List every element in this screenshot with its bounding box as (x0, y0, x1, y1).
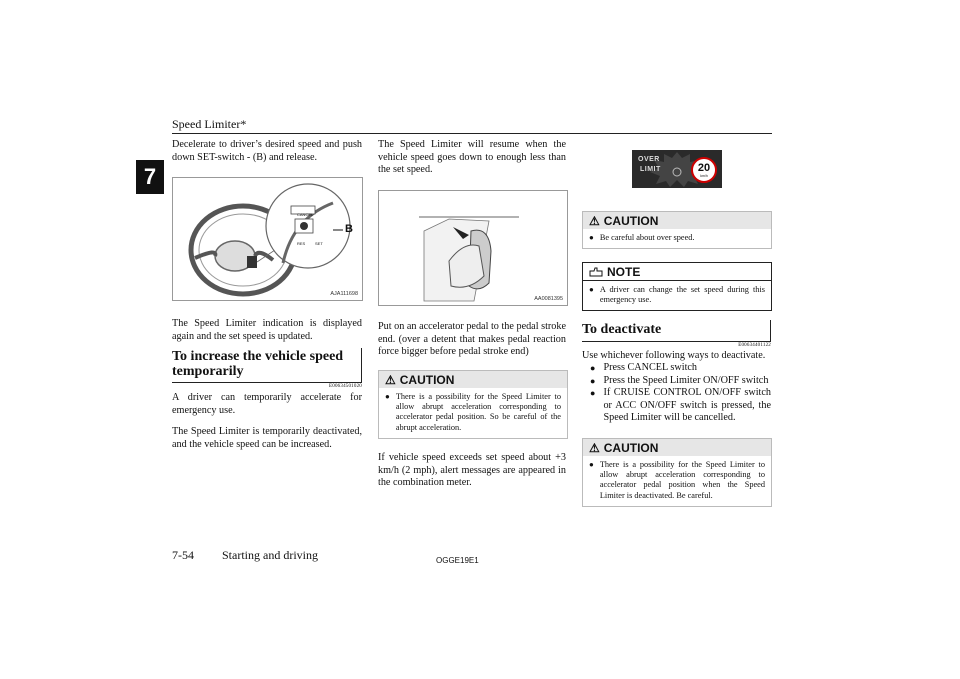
warning-triangle-icon: ⚠ (589, 440, 600, 455)
note-item-text: A driver can change the set speed during this emergency use. (599, 285, 765, 305)
caution-item (589, 233, 765, 243)
col1-para2: The Speed Limiter indication is displayed again and the set speed is updated. (172, 318, 362, 342)
list-item (582, 362, 771, 375)
accelerator-pedal-figure (378, 190, 568, 306)
note-title: NOTE (607, 264, 641, 279)
meter-over-text: OVER (638, 156, 660, 163)
caution-item-text: Be careful about over speed. (599, 233, 695, 242)
caution-box-col3-top (582, 211, 772, 249)
switch-set-label: SET (315, 241, 323, 246)
col2-para2: Put on an accelerator pedal to the pedal stroke end. (over a detent that makes pedal reaction force bigger before pedal stroke end) (378, 321, 566, 358)
figure1-caption: AJA111698 (330, 291, 358, 297)
note-box (582, 262, 772, 311)
bullet-icon: ● (589, 460, 594, 469)
caution-box-col2 (378, 370, 568, 439)
steering-wheel-illustration (173, 178, 362, 300)
heading-code: E00634501020 (329, 384, 362, 389)
col1-para4: The Speed Limiter is temporarily deactivated, and the vehicle speed can be increased. (172, 426, 362, 450)
note-header (583, 263, 771, 281)
caution-body (583, 229, 771, 248)
list-item (582, 375, 771, 388)
col2-para3: If vehicle speed exceeds set speed about +3 km/h (2 mph), alert messages are appeared in the combination meter. (378, 452, 566, 489)
footer-doc-id: OGGE19E1 (436, 556, 479, 565)
over-limit-meter-display (632, 150, 722, 188)
heading-increase-speed: To increase the vehicle speed temporarily (172, 349, 344, 379)
heading-vrule (770, 320, 771, 341)
meter-limit-text: LIMIT (640, 166, 661, 173)
caution-box-col3-bottom (582, 438, 772, 507)
bullet-icon: ● (590, 363, 596, 373)
footer-section-name: Starting and driving (222, 548, 318, 562)
warning-triangle-icon: ⚠ (589, 213, 600, 228)
meter-speed-value: 20 (697, 162, 711, 174)
meter-speed-unit: km/h (700, 174, 708, 178)
footer-page-number: 7-54 (172, 548, 194, 562)
section-tab: 7 (136, 160, 164, 194)
col1-para3: A driver can temporarily accelerate for emergency use. (172, 392, 362, 416)
heading-hrule (582, 341, 771, 342)
deactivate-list (582, 362, 771, 425)
list-item-text: If CRUISE CONTROL ON/OFF switch or ACC ON/OFF switch is pressed, the Speed Limiter will be cancelled. (603, 387, 771, 424)
caution-body (583, 456, 771, 506)
note-item (589, 285, 765, 305)
caution-body (379, 388, 567, 438)
switch-res-label: RES (297, 241, 306, 246)
pedal-illustration (379, 191, 567, 305)
caution-title: CAUTION (603, 440, 659, 455)
col2-para1: The Speed Limiter will resume when the vehicle speed goes down to enough less than the set speed. (378, 139, 566, 176)
bullet-icon: ● (590, 375, 596, 386)
heading-vrule (361, 348, 362, 382)
bullet-icon: ● (590, 388, 596, 399)
header-rule (172, 133, 772, 134)
col1-para1: Decelerate to driver’s desired speed and push down SET-switch - (B) and release. (172, 139, 362, 163)
page-header-title: Speed Limiter* (172, 117, 247, 131)
caution-title: CAUTION (603, 213, 659, 228)
figure2-caption: AA0081395 (534, 296, 563, 302)
note-hand-icon (589, 267, 603, 277)
caution-header (583, 439, 771, 456)
deactivate-intro: Use whichever following ways to deactivate. (582, 350, 766, 361)
bullet-icon: ● (589, 233, 594, 242)
switch-cancel-label: CANCEL (297, 212, 314, 217)
caution-header (379, 371, 567, 388)
caution-item-text: There is a possibility for the Speed Limiter to allow abrupt acceleration corresponding to accelerator pedal position when the Speed Limiter is deactivated. Be careful. (599, 460, 765, 500)
list-item (582, 387, 771, 425)
warning-triangle-icon: ⚠ (385, 372, 396, 387)
note-body (583, 281, 771, 310)
caution-header (583, 212, 771, 229)
list-item-text: Press the Speed Limiter ON/OFF switch (603, 374, 769, 386)
caution-item (385, 392, 561, 433)
heading-hrule (172, 382, 362, 383)
heading-deactivate: To deactivate (582, 322, 662, 337)
list-item-text: Press CANCEL switch (603, 362, 698, 373)
heading-code: E00634401122 (738, 343, 771, 348)
bullet-icon: ● (589, 285, 594, 294)
caution-title: CAUTION (399, 372, 455, 387)
caution-item-text: There is a possibility for the Speed Limiter to allow abrupt acceleration corresponding to accelerator pedal position. So be careful of the abrupt acceleration. (395, 392, 561, 432)
label-b: B (345, 223, 353, 235)
steering-wheel-figure (172, 177, 363, 301)
caution-item (589, 460, 765, 501)
bullet-icon: ● (385, 392, 390, 401)
